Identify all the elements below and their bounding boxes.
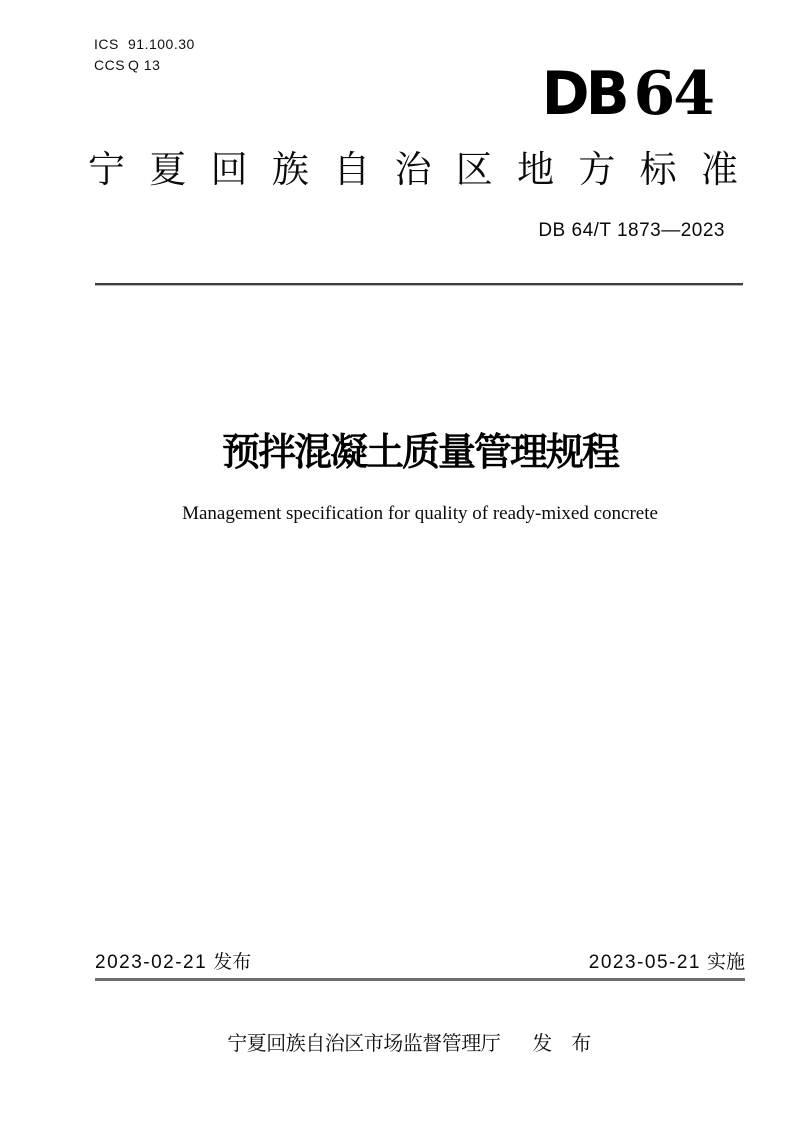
db-logo-region-code: 64: [633, 59, 713, 129]
publisher-name: 宁夏回族自治区市场监督管理厅: [227, 1033, 501, 1055]
publisher-line: [64, 1031, 754, 1057]
publish-action-label: 发 布: [532, 1033, 591, 1055]
implementation-date-value: 2023-05-21: [588, 952, 701, 973]
ccs-label: CCS: [94, 57, 126, 73]
db64-logo: [540, 59, 713, 129]
ics-code: [94, 34, 195, 55]
classification-codes: [94, 34, 195, 76]
issue-date-value: 2023-02-21: [95, 952, 208, 973]
standard-type-heading: 宁 夏 回 族 自 治 区 地 方 标 准: [88, 149, 738, 190]
ccs-value: Q 13: [128, 57, 161, 73]
ics-value: 91.100.30: [128, 36, 195, 52]
document-number: DB 64/T 1873—2023: [538, 220, 725, 241]
ics-label: ICS: [94, 36, 119, 52]
db-logo-letters: DB: [541, 59, 626, 129]
footer-divider: [95, 978, 745, 981]
header-divider: [95, 283, 743, 286]
implementation-date: [589, 951, 745, 975]
issue-date-label: 发布: [213, 952, 252, 973]
ccs-code: [94, 55, 195, 76]
document-title-en: Management specification for quality of ready-mixed concrete: [182, 503, 658, 524]
implementation-date-label: 实施: [706, 952, 745, 973]
document-title-cn: 预拌混凝土质量管理规程: [221, 432, 618, 474]
issue-date: [95, 951, 251, 975]
dates-row: [95, 951, 745, 975]
